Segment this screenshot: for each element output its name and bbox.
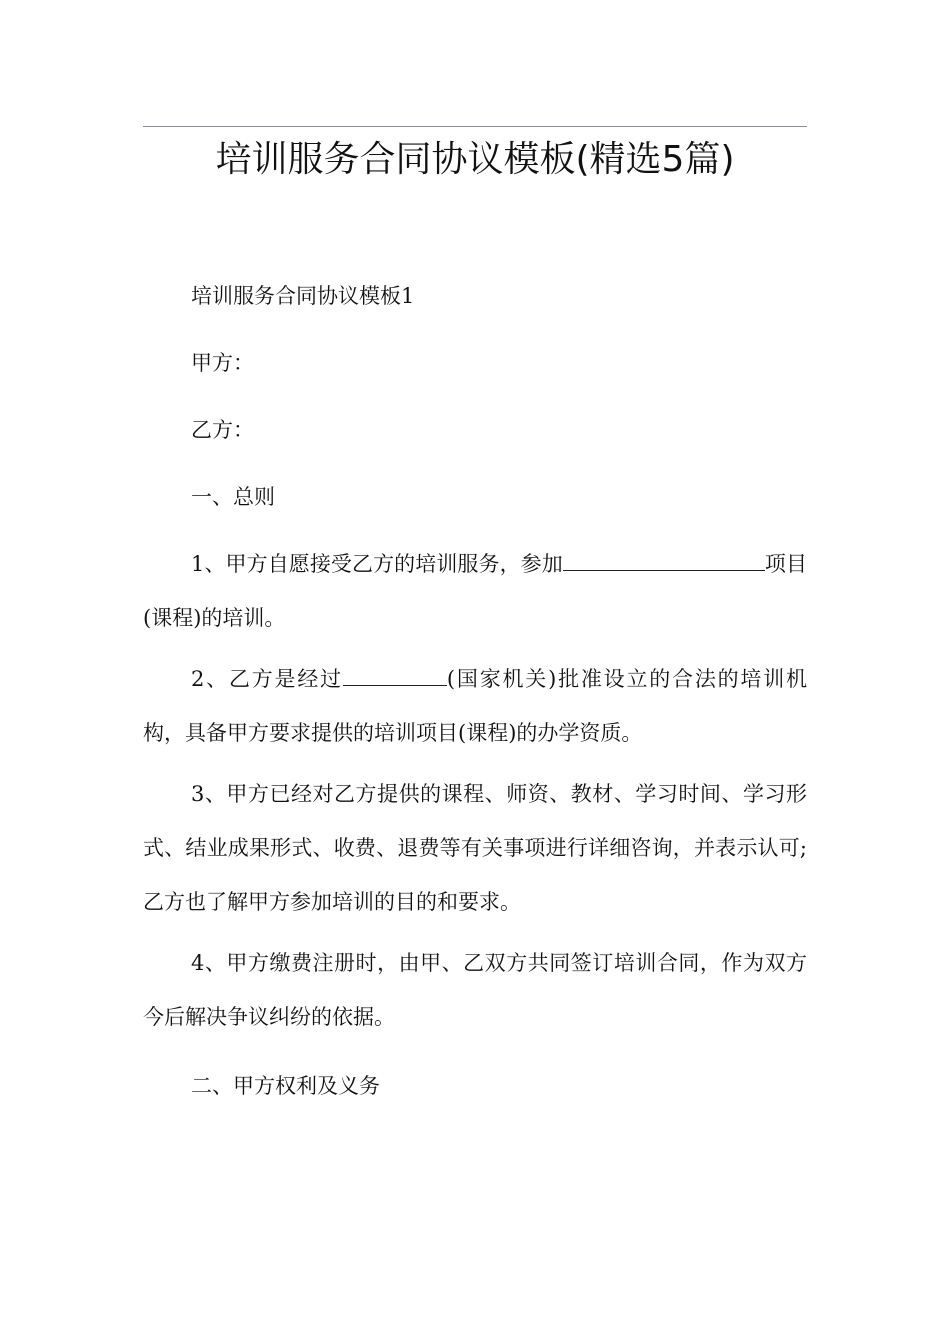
header-rule: [143, 126, 807, 127]
clause-1-text-after: 项目(课程)的培训。: [143, 552, 808, 630]
clause-3: 3、甲方已经对乙方提供的课程、师资、教材、学习时间、学习形式、结业成果形式、收费、退费等有关事项进行详细咨询，并表示认可;乙方也了解甲方参加培训的目的和要求。: [143, 782, 807, 914]
party-b-line: 乙方：: [191, 418, 254, 442]
party-a-line: 甲方：: [191, 351, 254, 375]
rights-heading: 二、甲方权利及义务: [191, 1074, 380, 1098]
document-title: 培训服务合同协议模板(精选5篇): [215, 139, 735, 180]
fill-in-blank: [343, 665, 447, 686]
clause-2-text-after: (国家机关)批准设立的合法的培训机构，具备甲方要求提供的培训项目(课程)的办学资质。: [143, 667, 807, 745]
clause-1: [143, 537, 807, 645]
section-heading: 培训服务合同协议模板1: [191, 284, 415, 308]
clause-2: [143, 652, 807, 760]
general-heading: 一、总则: [191, 485, 275, 509]
fill-in-blank: [563, 550, 765, 571]
clause-4: 4、甲方缴费注册时，由甲、乙双方共同签订培训合同，作为双方今后解决争议纠纷的依据。: [143, 951, 807, 1029]
clause-2-text-before: 2、乙方是经过: [191, 667, 343, 691]
clause-1-text-before: 1、甲方自愿接受乙方的培训服务，参加: [191, 552, 563, 576]
